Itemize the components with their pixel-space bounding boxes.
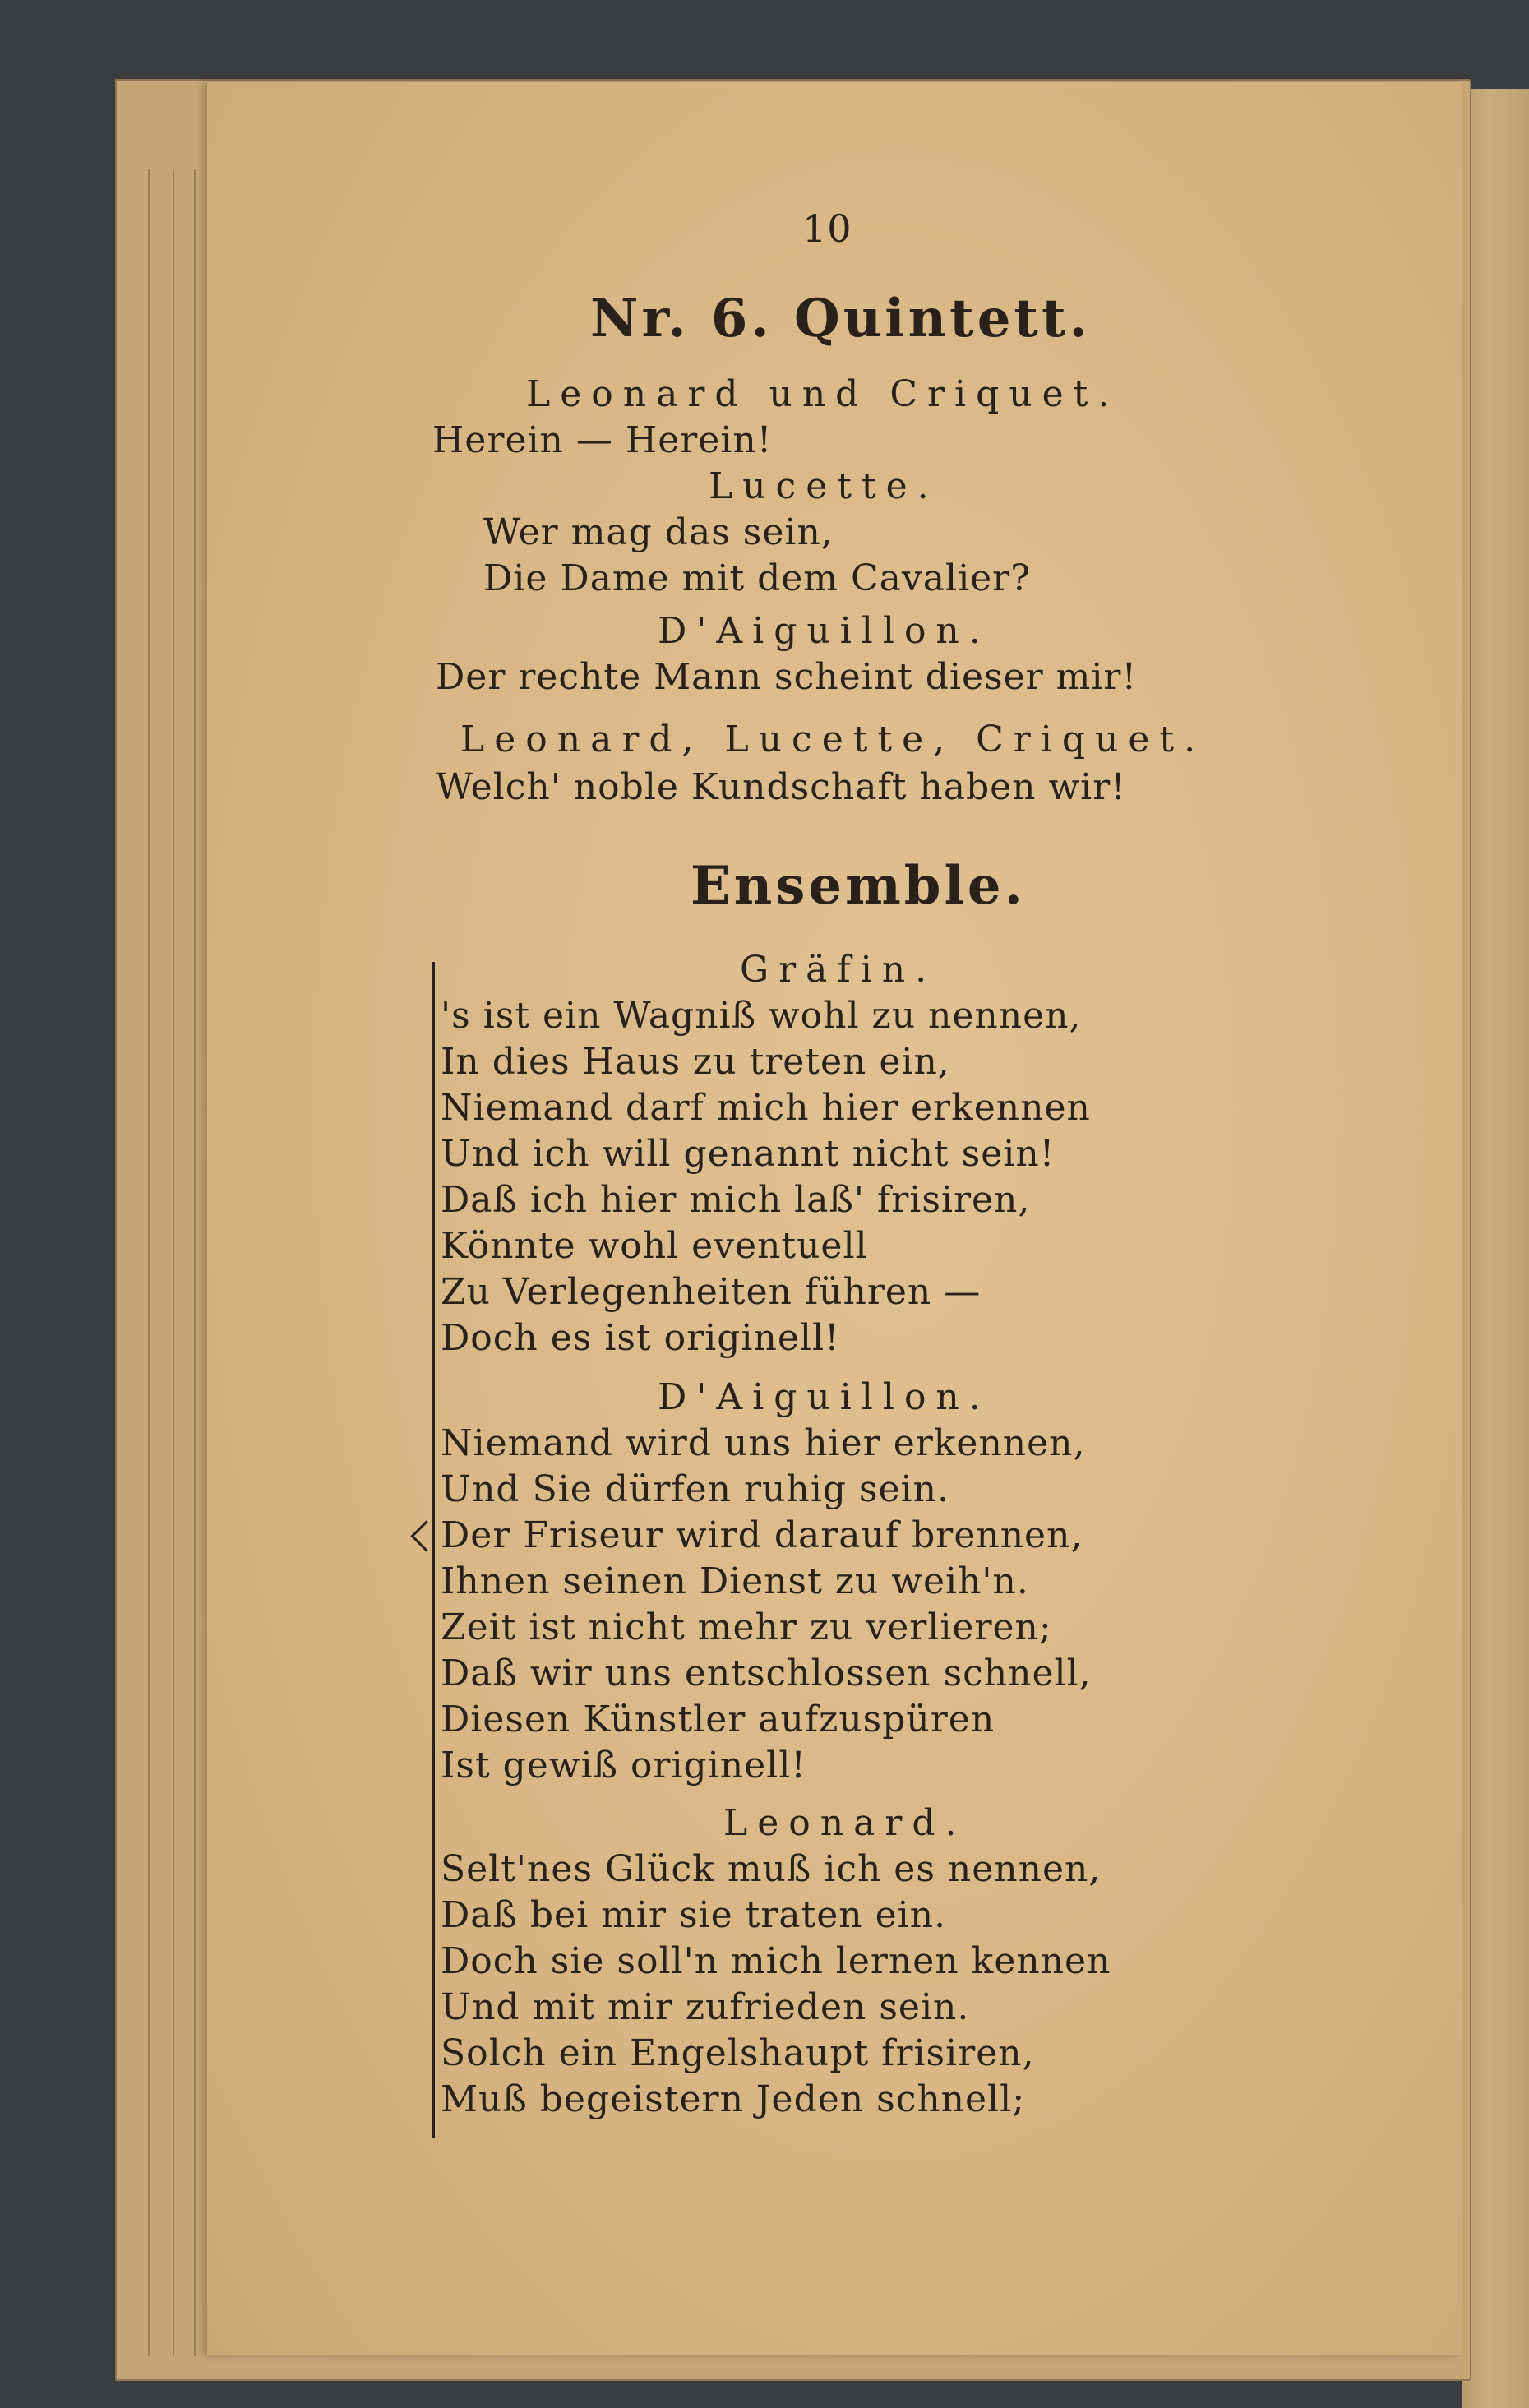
page-edge-line [173,169,174,2356]
verse-line: 's ist ein Wagniß wohl zu nennen, [441,995,1082,1037]
verse-line: Niemand wird uns hier erkennen, [441,1422,1086,1464]
verse-line: Könnte wohl eventuell [441,1225,868,1267]
verse-line: Ihnen seinen Dienst zu weih'n. [441,1560,1029,1602]
verse-line: Die Dame mit dem Cavalier? [483,557,1031,599]
section-heading: Nr. 6. Quintett. [590,288,1091,349]
page-edge-line [194,169,196,2356]
verse-line: Wer mag das sein, [483,511,834,553]
verse-line: Diesen Künstler aufzuspüren [441,1699,995,1740]
speaker-name: D'Aiguillon. [658,1376,991,1418]
page-number: 10 [802,206,852,251]
verse-line: Solch ein Engelshaupt frisiren, [441,2032,1035,2074]
verse-line: Muß begeistern Jeden schnell; [441,2078,1026,2120]
speaker-name: Leonard und Criquet. [526,373,1120,415]
verse-line: Herein — Herein! [432,419,773,461]
verse-line: Zu Verlegenheiten führen — [441,1271,982,1313]
book-edge [1462,89,1529,2408]
verse-line: Der Friseur wird darauf brennen, [441,1514,1083,1556]
speaker-name: Leonard, Lucette, Criquet. [460,719,1206,760]
speaker-name: Gräfin. [740,949,937,991]
verse-line: Daß bei mir sie traten ein. [441,1894,947,1936]
ensemble-brace [432,962,435,2138]
verse-line: Selt'nes Glück muß ich es nennen, [441,1848,1102,1890]
verse-line: Ist gewiß originell! [441,1745,806,1786]
verse-line: Daß wir uns entschlossen schnell, [441,1652,1092,1694]
verse-line: Welch' noble Kundschaft haben wir! [436,766,1126,808]
ensemble-heading: Ensemble. [691,855,1026,917]
verse-line: Und Sie dürfen ruhig sein. [441,1468,949,1510]
page-edge-line [148,169,150,2356]
verse-line: Daß ich hier mich laß' frisiren, [441,1179,1031,1221]
verse-line: Der rechte Mann scheint dieser mir! [436,656,1138,698]
speaker-name: D'Aiguillon. [658,610,991,652]
verse-line: Niemand darf mich hier erkennen [441,1087,1091,1129]
speaker-name: Lucette. [709,465,939,507]
speaker-name: Leonard. [723,1802,967,1844]
verse-line: Zeit ist nicht mehr zu verlieren; [441,1606,1052,1648]
verse-line: Und ich will genannt nicht sein! [441,1133,1056,1175]
verse-line: Und mit mir zufrieden sein. [441,1986,970,2028]
verse-line: Doch sie soll'n mich lernen kennen [441,1940,1111,1982]
verse-line: In dies Haus zu treten ein, [441,1041,950,1083]
verse-line: Doch es ist originell! [441,1317,840,1359]
